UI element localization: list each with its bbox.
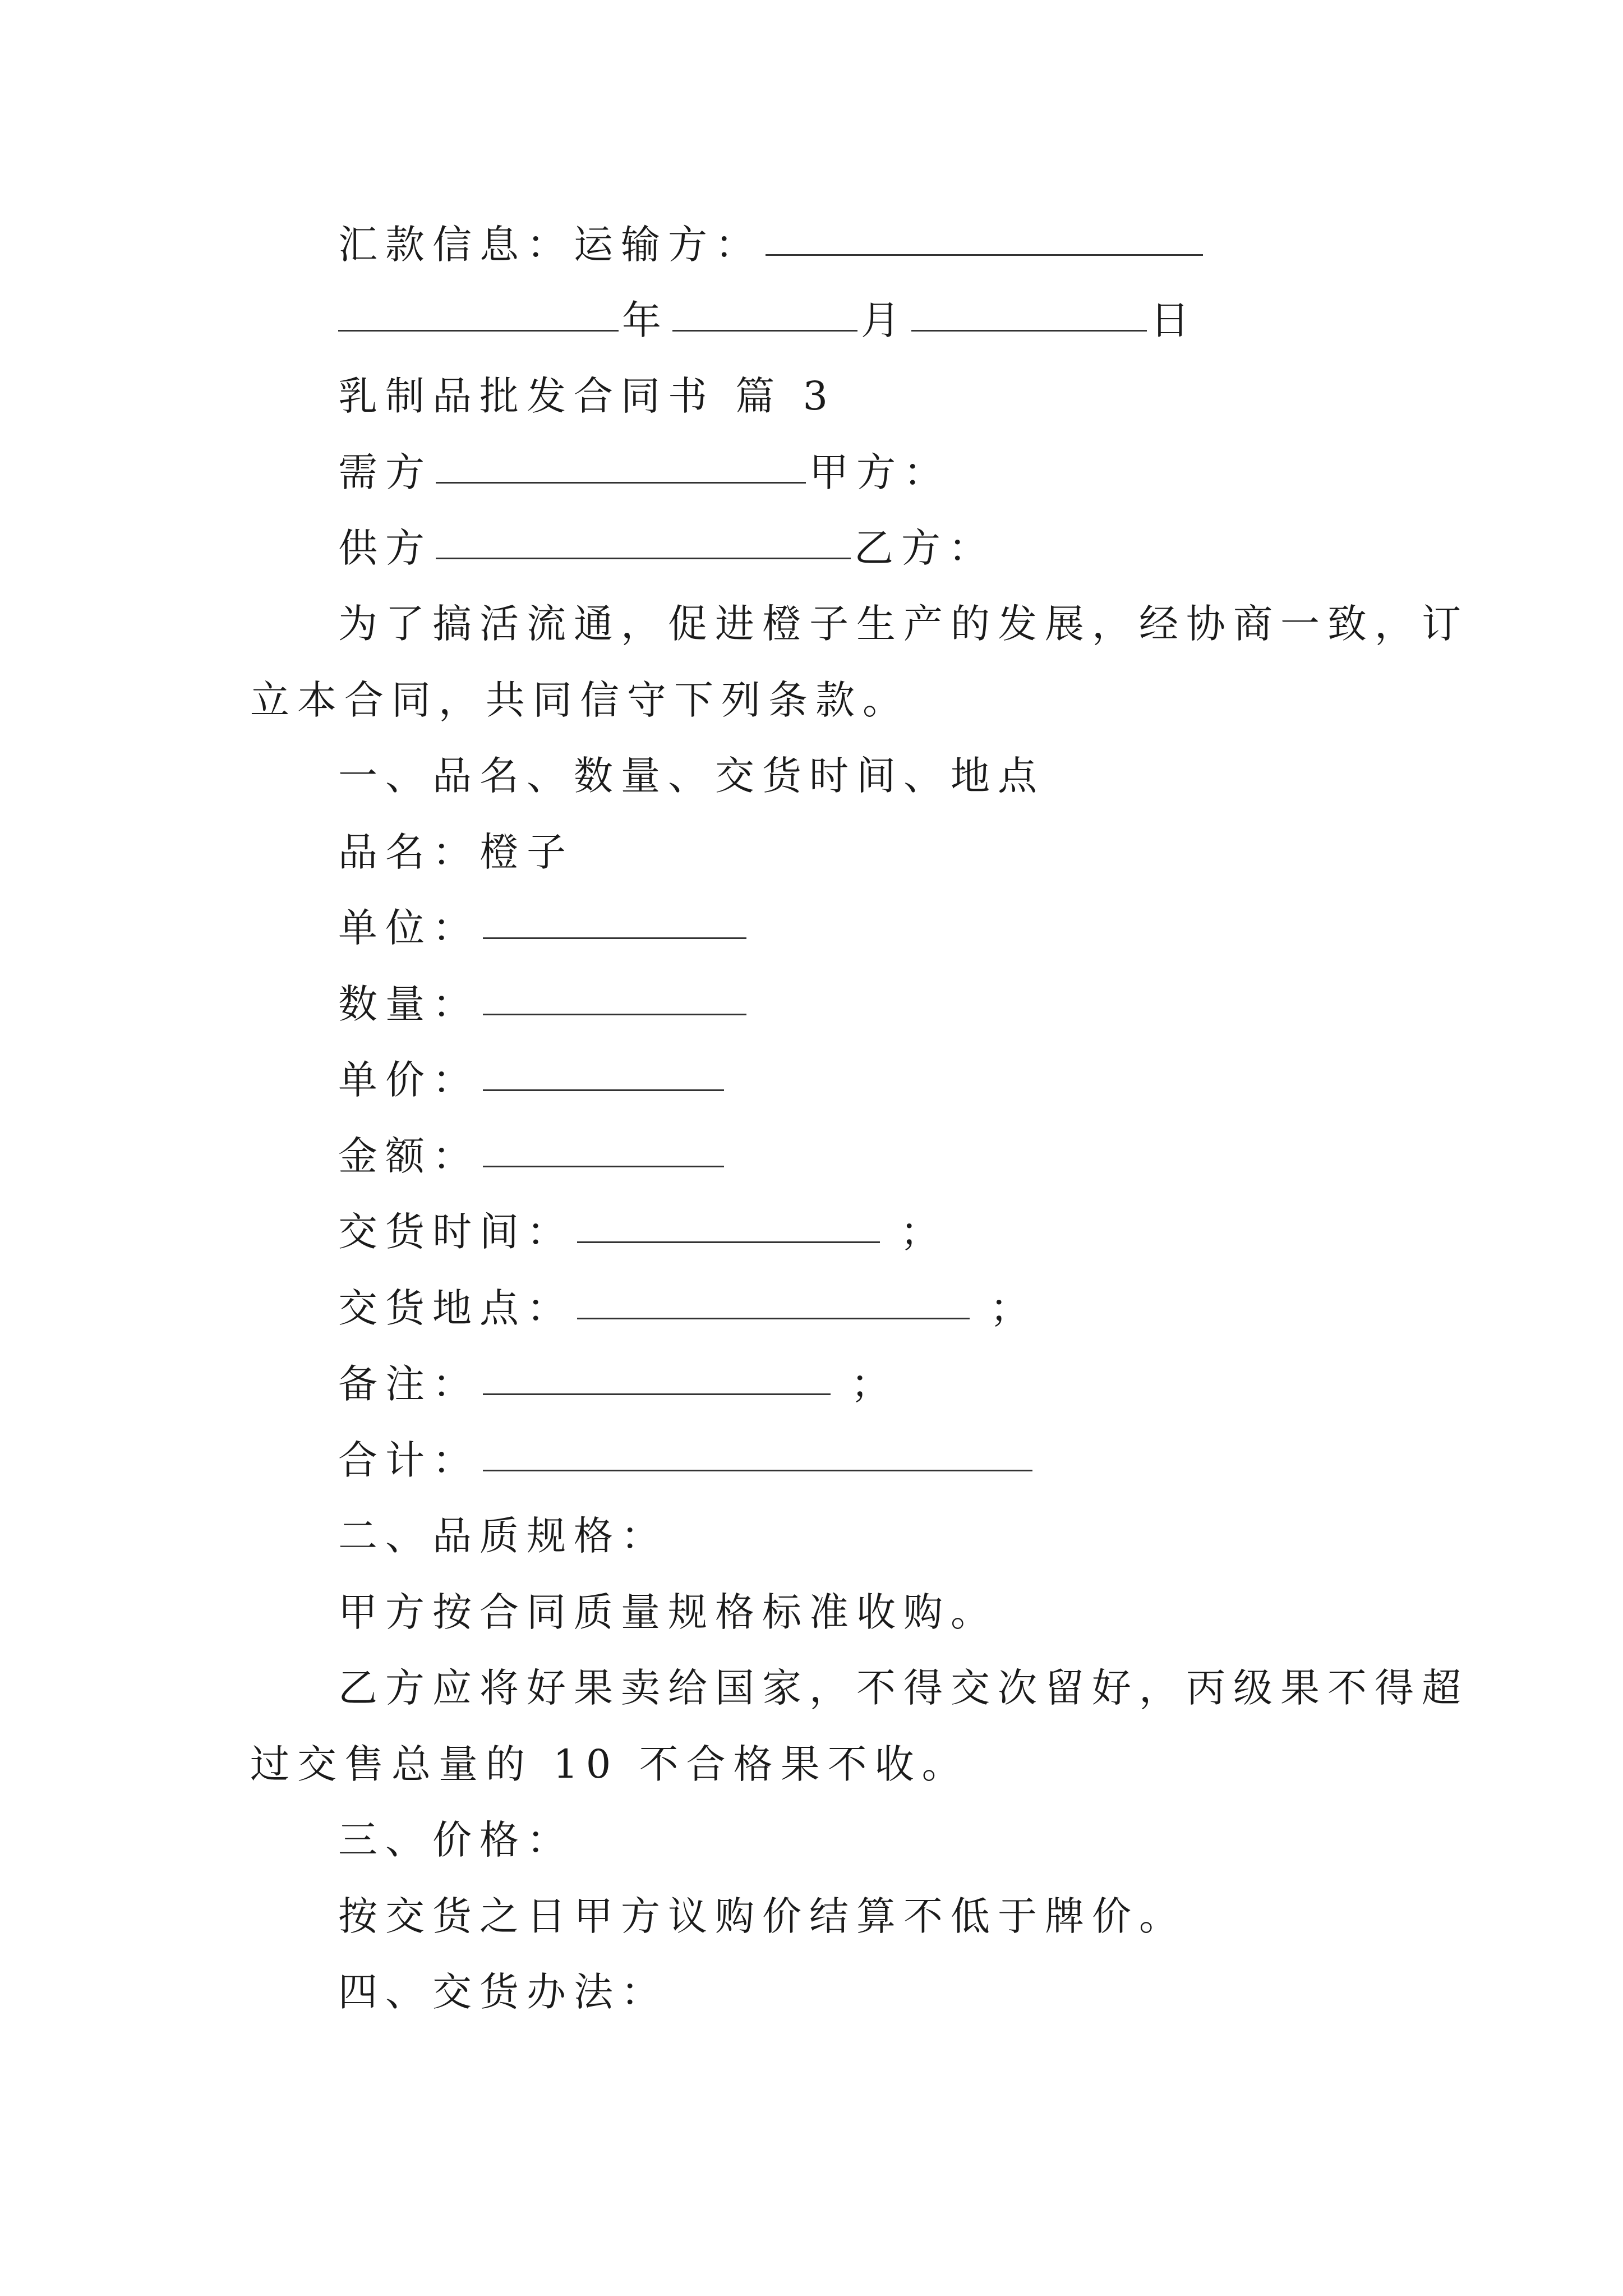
delivery-time-line [338, 1204, 947, 1260]
amount-label: 金额： [338, 1133, 479, 1179]
unit-label: 单位： [338, 905, 479, 951]
date-line [338, 292, 1197, 348]
buyer-line [338, 444, 951, 500]
day-label: 日 [1150, 297, 1197, 343]
quantity-line [338, 976, 750, 1032]
buyer-party: 甲方： [809, 449, 951, 495]
month-blank[interactable] [672, 330, 857, 332]
semicolon: ； [990, 1285, 1037, 1331]
intro-line-2: 立本合同，共同信守下列条款。 [250, 677, 910, 723]
semicolon: ； [851, 1361, 898, 1407]
note-label: 备注： [338, 1361, 479, 1407]
seller-label: 供方 [338, 525, 432, 571]
price-line [338, 1052, 727, 1108]
delivery-place-line [338, 1280, 1037, 1336]
note-line [338, 1356, 898, 1412]
buyer-blank[interactable] [436, 482, 806, 484]
seller-party: 乙方： [854, 525, 995, 571]
month-label: 月 [861, 297, 908, 343]
year-label: 年 [622, 297, 669, 343]
quantity-label: 数量： [338, 981, 479, 1027]
total-line [338, 1432, 1036, 1488]
year-blank[interactable] [338, 330, 619, 332]
delivery-time-label: 交货时间： [338, 1209, 574, 1255]
day-blank[interactable] [911, 330, 1147, 332]
clause1-heading: 一、品名、数量、交货时间、地点 [338, 753, 1045, 799]
unit-line [338, 900, 750, 956]
buyer-label: 需方 [338, 449, 432, 495]
delivery-time-blank[interactable] [577, 1241, 880, 1243]
clause3-heading: 三、价格： [338, 1817, 574, 1863]
clause4-heading: 四、交货办法： [338, 1969, 668, 2015]
semicolon: ； [900, 1209, 947, 1255]
seller-blank[interactable] [436, 558, 851, 559]
remit-line [338, 217, 1206, 273]
quantity-blank[interactable] [483, 1014, 746, 1015]
clause3-p1: 按交货之日甲方议购价结算不低于牌价。 [338, 1893, 1186, 1939]
price-blank[interactable] [483, 1089, 724, 1091]
total-label: 合计： [338, 1437, 479, 1483]
intro-line-1: 为了搞活流通，促进橙子生产的发展，经协商一致，订 [338, 601, 1469, 647]
section-title: 乳制品批发合同书 篇 3 [338, 373, 836, 419]
clause2-heading: 二、品质规格： [338, 1513, 668, 1559]
delivery-place-label: 交货地点： [338, 1285, 574, 1331]
clause2-p2-line1: 乙方应将好果卖给国家，不得交次留好，丙级果不得超 [338, 1665, 1469, 1711]
clause2-p1: 甲方按合同质量规格标准收购。 [338, 1589, 998, 1635]
product-line: 品名：橙子 [338, 829, 574, 875]
amount-line [338, 1128, 727, 1184]
remit-label: 汇款信息：运输方： [338, 222, 762, 268]
amount-blank[interactable] [483, 1166, 724, 1167]
clause2-p2-line2: 过交售总量的 10 不合格果不收。 [250, 1741, 969, 1787]
total-blank[interactable] [483, 1470, 1032, 1471]
seller-line [338, 520, 995, 576]
note-blank[interactable] [483, 1393, 831, 1395]
price-label: 单价： [338, 1057, 479, 1103]
unit-blank[interactable] [483, 937, 746, 939]
delivery-place-blank[interactable] [577, 1318, 970, 1319]
transport-blank[interactable] [766, 254, 1203, 256]
